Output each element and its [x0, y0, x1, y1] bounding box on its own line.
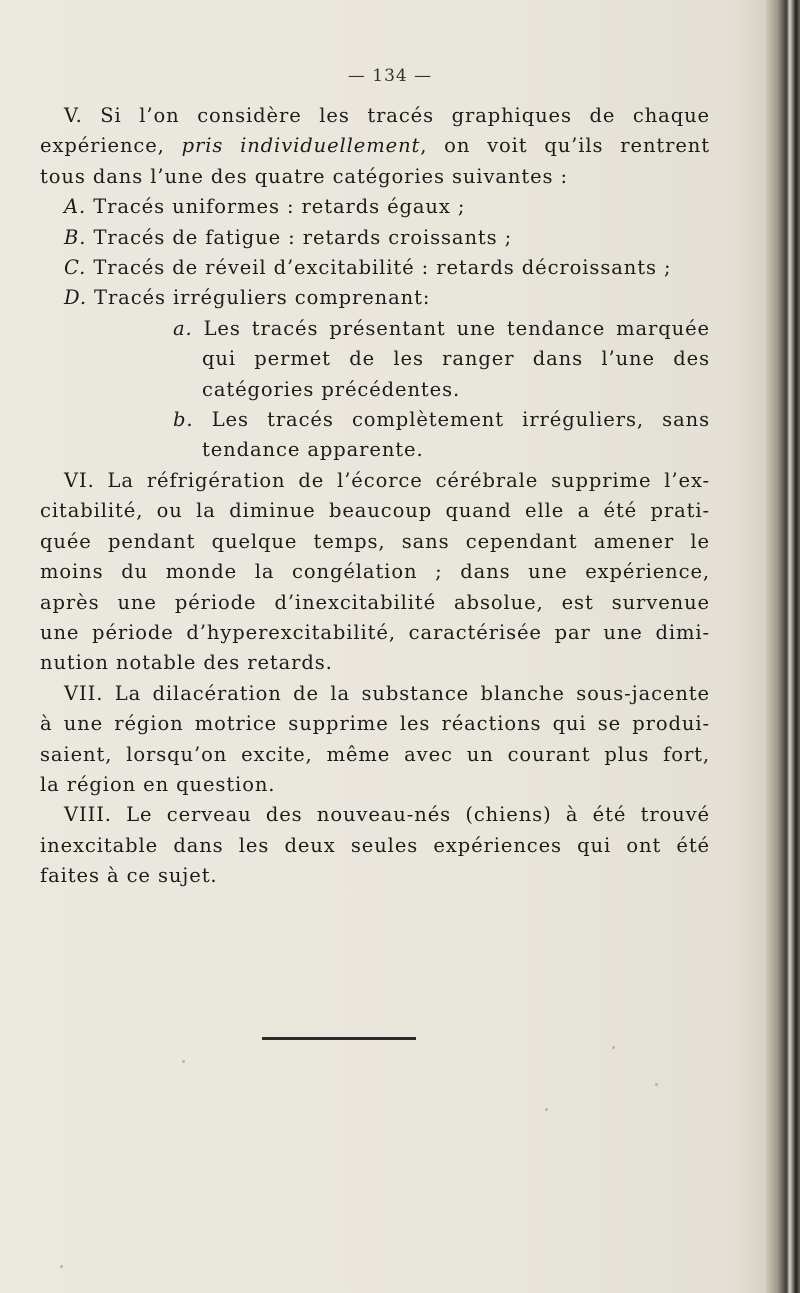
para-v-emphasis: pris individuellement	[181, 134, 421, 158]
sub-b-line-1	[40, 405, 710, 435]
category-a	[40, 192, 710, 222]
page-number: — 134 —	[347, 66, 433, 86]
para-v-line-3: tous dans l’une des quatre catégories suivantes :	[40, 164, 569, 188]
category-b-text: Tracés de fatigue : retards croissants ;	[86, 225, 513, 249]
sub-a-letter: a.	[173, 316, 193, 340]
paper-speck	[182, 1060, 185, 1063]
sub-a-line-1	[40, 314, 710, 344]
para-vi-line-7: nution notable des retards.	[40, 651, 333, 675]
para-v-line-2	[40, 131, 710, 161]
category-c-letter: C.	[64, 256, 87, 280]
paper-speck	[612, 1046, 615, 1049]
category-c-text: Tracés de réveil d’excitabilité : retards décroissants ;	[86, 256, 672, 280]
category-d-letter: D.	[64, 286, 87, 310]
para-v-line-1: V. Si l’on considère les tracés graphiques de chaque	[64, 104, 710, 127]
para-vi-line-6: une période d’hyperexcitabilité, caractérisée par une dimi-	[40, 620, 710, 644]
paper-speck	[545, 1108, 548, 1111]
category-d-text: Tracés irréguliers comprenant:	[86, 286, 431, 310]
para-viii-line-3: faites à ce sujet.	[40, 864, 218, 888]
para-vi-line-5: après une période d’inexcitabilité absolue, est survenue	[40, 590, 710, 614]
paper-speck	[60, 1265, 63, 1268]
para-vii-line-1: VII. La dilacération de la substance blanche sous-jacente	[64, 681, 710, 705]
body-text	[40, 101, 710, 892]
sub-b-letter: b.	[173, 408, 194, 432]
sub-b-line-2: tendance apparente.	[202, 438, 424, 462]
category-b	[40, 223, 710, 253]
para-vii-line-3: saient, lorsqu’on excite, même avec un courant plus fort,	[40, 742, 710, 766]
para-vii-line-2: à une région motrice supprime les réactions qui se produi-	[40, 712, 710, 736]
para-vi-line-2: citabilité, ou la diminue beaucoup quand elle a été prati-	[40, 499, 710, 523]
para-viii-line-1: VIII. Le cerveau des nouveau-nés (chiens) à été trouvé	[64, 803, 710, 827]
para-v-line-2-start: expérience,	[40, 134, 182, 158]
sub-a-line-2: qui permet de les ranger dans l’une des	[202, 347, 710, 371]
para-vi-line-3: quée pendant quelque temps, sans cependant amener le	[40, 529, 710, 553]
category-d	[40, 283, 710, 313]
category-b-letter: B.	[64, 225, 87, 249]
para-viii-line-2: inexcitable dans les deux seules expériences qui ont été	[40, 833, 710, 857]
sub-a-line-3: catégories précédentes.	[202, 377, 461, 401]
category-a-text: Tracés uniformes : retards égaux ;	[86, 195, 466, 219]
paper-speck	[655, 1083, 658, 1086]
book-binding-edge	[766, 0, 800, 1293]
category-a-letter: A.	[64, 195, 87, 219]
end-rule	[262, 1037, 416, 1040]
para-vi-line-4: moins du monde la congélation ; dans une expérience,	[40, 560, 710, 584]
para-v-line-2-end: , on voit qu’ils rentrent	[420, 134, 710, 158]
sub-b-text-1: Les tracés complètement irréguliers, sans	[193, 408, 710, 432]
category-c	[40, 253, 710, 283]
para-vii-line-4: la région en question.	[40, 772, 276, 796]
sub-a-text-1: Les tracés présentant une tendance marquée	[192, 316, 710, 340]
para-vi-line-1: VI. La réfrigération de l’écorce cérébrale supprime l’ex-	[64, 468, 710, 492]
